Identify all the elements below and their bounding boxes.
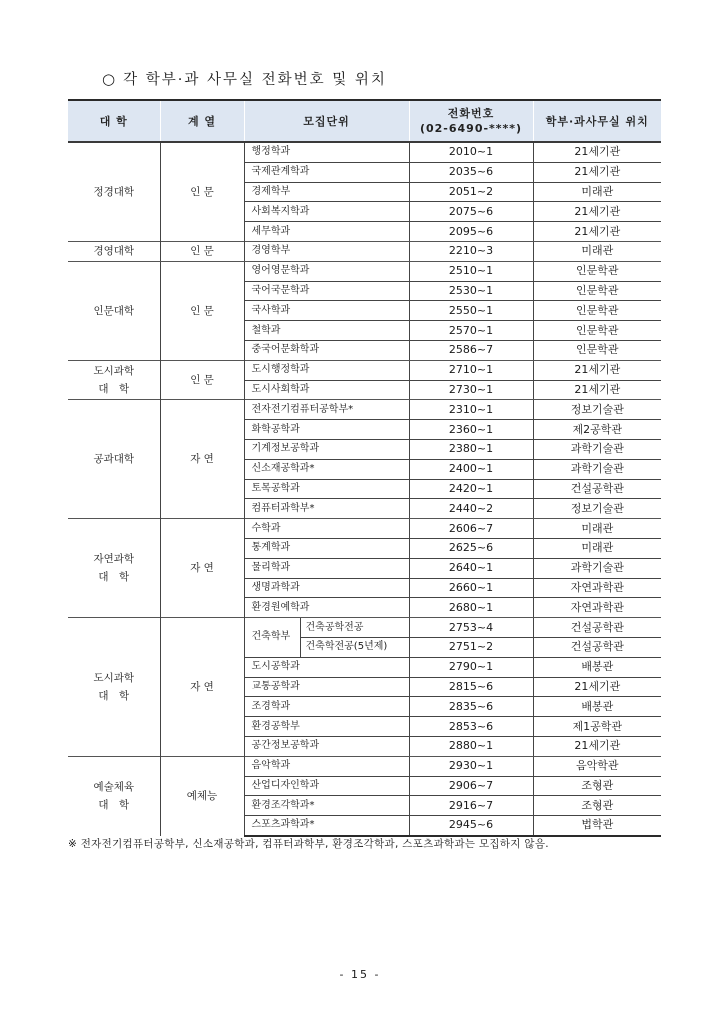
section-heading-text: 각 학부·과 사무실 전화번호 및 위치: [123, 72, 387, 88]
office-cell: 정보기술관: [533, 499, 661, 519]
office-cell: 과학기술관: [533, 558, 661, 578]
phone-cell: 2906~7: [409, 776, 533, 796]
unit-cell: 전자전기컴퓨터공학부*: [244, 400, 409, 420]
office-cell: 조형관: [533, 796, 661, 816]
table-body: [68, 142, 661, 836]
phone-cell: 2400~1: [409, 459, 533, 479]
office-cell: 인문학관: [533, 261, 661, 281]
phone-cell: 2010~1: [409, 142, 533, 162]
office-cell: 21세기관: [533, 222, 661, 242]
unit-cell: 교통공학과: [244, 677, 409, 697]
unit-cell: 사회복지학과: [244, 202, 409, 222]
phone-cell: 2606~7: [409, 519, 533, 539]
phone-cell: 2210~3: [409, 241, 533, 261]
office-cell: 미래관: [533, 241, 661, 261]
phone-cell: 2660~1: [409, 578, 533, 598]
unit-cell: 수학과: [244, 519, 409, 539]
field-cell: 인 문: [160, 261, 244, 360]
office-cell: 과학기술관: [533, 459, 661, 479]
table-row: [68, 360, 661, 380]
office-cell: 미래관: [533, 519, 661, 539]
unit-cell: 세무학과: [244, 222, 409, 242]
office-cell: 법학관: [533, 816, 661, 836]
office-cell: 미래관: [533, 182, 661, 202]
header-phone: [409, 100, 533, 142]
circle-bullet-icon: ○: [102, 70, 116, 88]
phone-cell: 2440~2: [409, 499, 533, 519]
unit-cell: 기계정보공학과: [244, 439, 409, 459]
unit-cell: 생명과학과: [244, 578, 409, 598]
phone-cell: 2075~6: [409, 202, 533, 222]
field-cell: 인 문: [160, 360, 244, 400]
unit-cell: 국제관계학과: [244, 162, 409, 182]
table-row: [68, 241, 661, 261]
office-cell: 배봉관: [533, 657, 661, 677]
university-cell: 정경대학: [68, 142, 160, 241]
table-header-row: [68, 100, 661, 142]
unit-cell: 건축학부: [244, 618, 300, 658]
university-cell: 예술체육 대 학: [68, 756, 160, 836]
unit-cell: 행정학과: [244, 142, 409, 162]
phone-cell: 2420~1: [409, 479, 533, 499]
office-cell: 건설공학관: [533, 637, 661, 657]
field-cell: 자 연: [160, 400, 244, 519]
office-cell: 21세기관: [533, 142, 661, 162]
unit-cell: 통계학과: [244, 538, 409, 558]
phone-cell: 2680~1: [409, 598, 533, 618]
office-cell: 조형관: [533, 776, 661, 796]
table-row: [68, 261, 661, 281]
unit-cell: 환경공학부: [244, 717, 409, 737]
unit-cell: 신소재공학과*: [244, 459, 409, 479]
field-cell: 예체능: [160, 756, 244, 836]
phone-cell: 2530~1: [409, 281, 533, 301]
header-field: 계 열: [160, 100, 244, 142]
header-university: 대 학: [68, 100, 160, 142]
office-cell: 제1공학관: [533, 717, 661, 737]
section-heading: [102, 68, 387, 89]
phone-cell: 2835~6: [409, 697, 533, 717]
header-unit: 모집단위: [244, 100, 409, 142]
phone-cell: 2051~2: [409, 182, 533, 202]
field-cell: 인 문: [160, 241, 244, 261]
phone-cell: 2730~1: [409, 380, 533, 400]
unit-cell: 산업디자인학과: [244, 776, 409, 796]
unit-cell: 화학공학과: [244, 420, 409, 440]
page-number: - 15 -: [339, 968, 381, 981]
footnote: ※ 전자전기컴퓨터공학부, 신소재공학과, 컴퓨터과학부, 환경조각학과, 스포츠과학과는 모집하지 않음.: [68, 838, 549, 850]
office-cell: 미래관: [533, 538, 661, 558]
office-cell: 배봉관: [533, 697, 661, 717]
header-phone-line2: (02-6490-****): [419, 122, 523, 135]
office-cell: 21세기관: [533, 360, 661, 380]
field-cell: 자 연: [160, 618, 244, 757]
unit-cell: 도시사회학과: [244, 380, 409, 400]
table-row: [68, 519, 661, 539]
unit-cell: 토목공학과: [244, 479, 409, 499]
phone-cell: 2880~1: [409, 736, 533, 756]
header-office: 학부·과사무실 위치: [533, 100, 661, 142]
sub-unit-cell: 건축학전공(5년제): [300, 637, 409, 657]
university-cell: 경영대학: [68, 241, 160, 261]
unit-cell: 환경조각학과*: [244, 796, 409, 816]
office-directory-table: [68, 99, 661, 837]
unit-cell: 중국어문화학과: [244, 340, 409, 360]
unit-cell: 도시공학과: [244, 657, 409, 677]
unit-cell: 조경학과: [244, 697, 409, 717]
phone-cell: 2815~6: [409, 677, 533, 697]
field-cell: 인 문: [160, 142, 244, 241]
office-cell: 음악학관: [533, 756, 661, 776]
unit-cell: 컴퓨터과학부*: [244, 499, 409, 519]
phone-cell: 2380~1: [409, 439, 533, 459]
university-cell: 도시과학 대 학: [68, 360, 160, 400]
office-cell: 건설공학관: [533, 479, 661, 499]
table-row: [68, 756, 661, 776]
university-cell: 자연과학 대 학: [68, 519, 160, 618]
office-cell: 21세기관: [533, 202, 661, 222]
phone-cell: 2095~6: [409, 222, 533, 242]
office-cell: 21세기관: [533, 677, 661, 697]
unit-cell: 스포츠과학과*: [244, 816, 409, 836]
office-cell: 인문학관: [533, 301, 661, 321]
phone-cell: 2570~1: [409, 321, 533, 341]
sub-unit-cell: 건축공학전공: [300, 618, 409, 638]
phone-cell: 2751~2: [409, 637, 533, 657]
unit-cell: 음악학과: [244, 756, 409, 776]
phone-cell: 2586~7: [409, 340, 533, 360]
phone-cell: 2916~7: [409, 796, 533, 816]
unit-cell: 영어영문학과: [244, 261, 409, 281]
phone-cell: 2035~6: [409, 162, 533, 182]
office-cell: 자연과학관: [533, 598, 661, 618]
office-cell: 정보기술관: [533, 400, 661, 420]
unit-cell: 공간정보공학과: [244, 736, 409, 756]
office-cell: 인문학관: [533, 281, 661, 301]
table-row: [68, 142, 661, 162]
header-phone-line1: 전화번호: [447, 107, 495, 120]
unit-cell: 철학과: [244, 321, 409, 341]
phone-cell: 2550~1: [409, 301, 533, 321]
university-cell: 공과대학: [68, 400, 160, 519]
office-cell: 제2공학관: [533, 420, 661, 440]
phone-cell: 2360~1: [409, 420, 533, 440]
unit-cell: 경영학부: [244, 241, 409, 261]
table-row: [68, 618, 661, 638]
phone-cell: 2710~1: [409, 360, 533, 380]
university-cell: 도시과학 대 학: [68, 618, 160, 757]
phone-cell: 2945~6: [409, 816, 533, 836]
unit-cell: 경제학부: [244, 182, 409, 202]
university-cell: 인문대학: [68, 261, 160, 360]
phone-cell: 2853~6: [409, 717, 533, 737]
unit-cell: 환경원예학과: [244, 598, 409, 618]
office-cell: 인문학관: [533, 340, 661, 360]
office-cell: 건설공학관: [533, 618, 661, 638]
phone-cell: 2510~1: [409, 261, 533, 281]
phone-cell: 2790~1: [409, 657, 533, 677]
phone-cell: 2930~1: [409, 756, 533, 776]
office-cell: 자연과학관: [533, 578, 661, 598]
unit-cell: 도시행정학과: [244, 360, 409, 380]
field-cell: 자 연: [160, 519, 244, 618]
phone-cell: 2753~4: [409, 618, 533, 638]
phone-cell: 2625~6: [409, 538, 533, 558]
office-cell: 21세기관: [533, 162, 661, 182]
phone-cell: 2310~1: [409, 400, 533, 420]
office-cell: 21세기관: [533, 380, 661, 400]
office-cell: 과학기술관: [533, 439, 661, 459]
table-row: [68, 400, 661, 420]
unit-cell: 국사학과: [244, 301, 409, 321]
unit-cell: 물리학과: [244, 558, 409, 578]
unit-cell: 국어국문학과: [244, 281, 409, 301]
office-cell: 21세기관: [533, 736, 661, 756]
phone-cell: 2640~1: [409, 558, 533, 578]
office-cell: 인문학관: [533, 321, 661, 341]
